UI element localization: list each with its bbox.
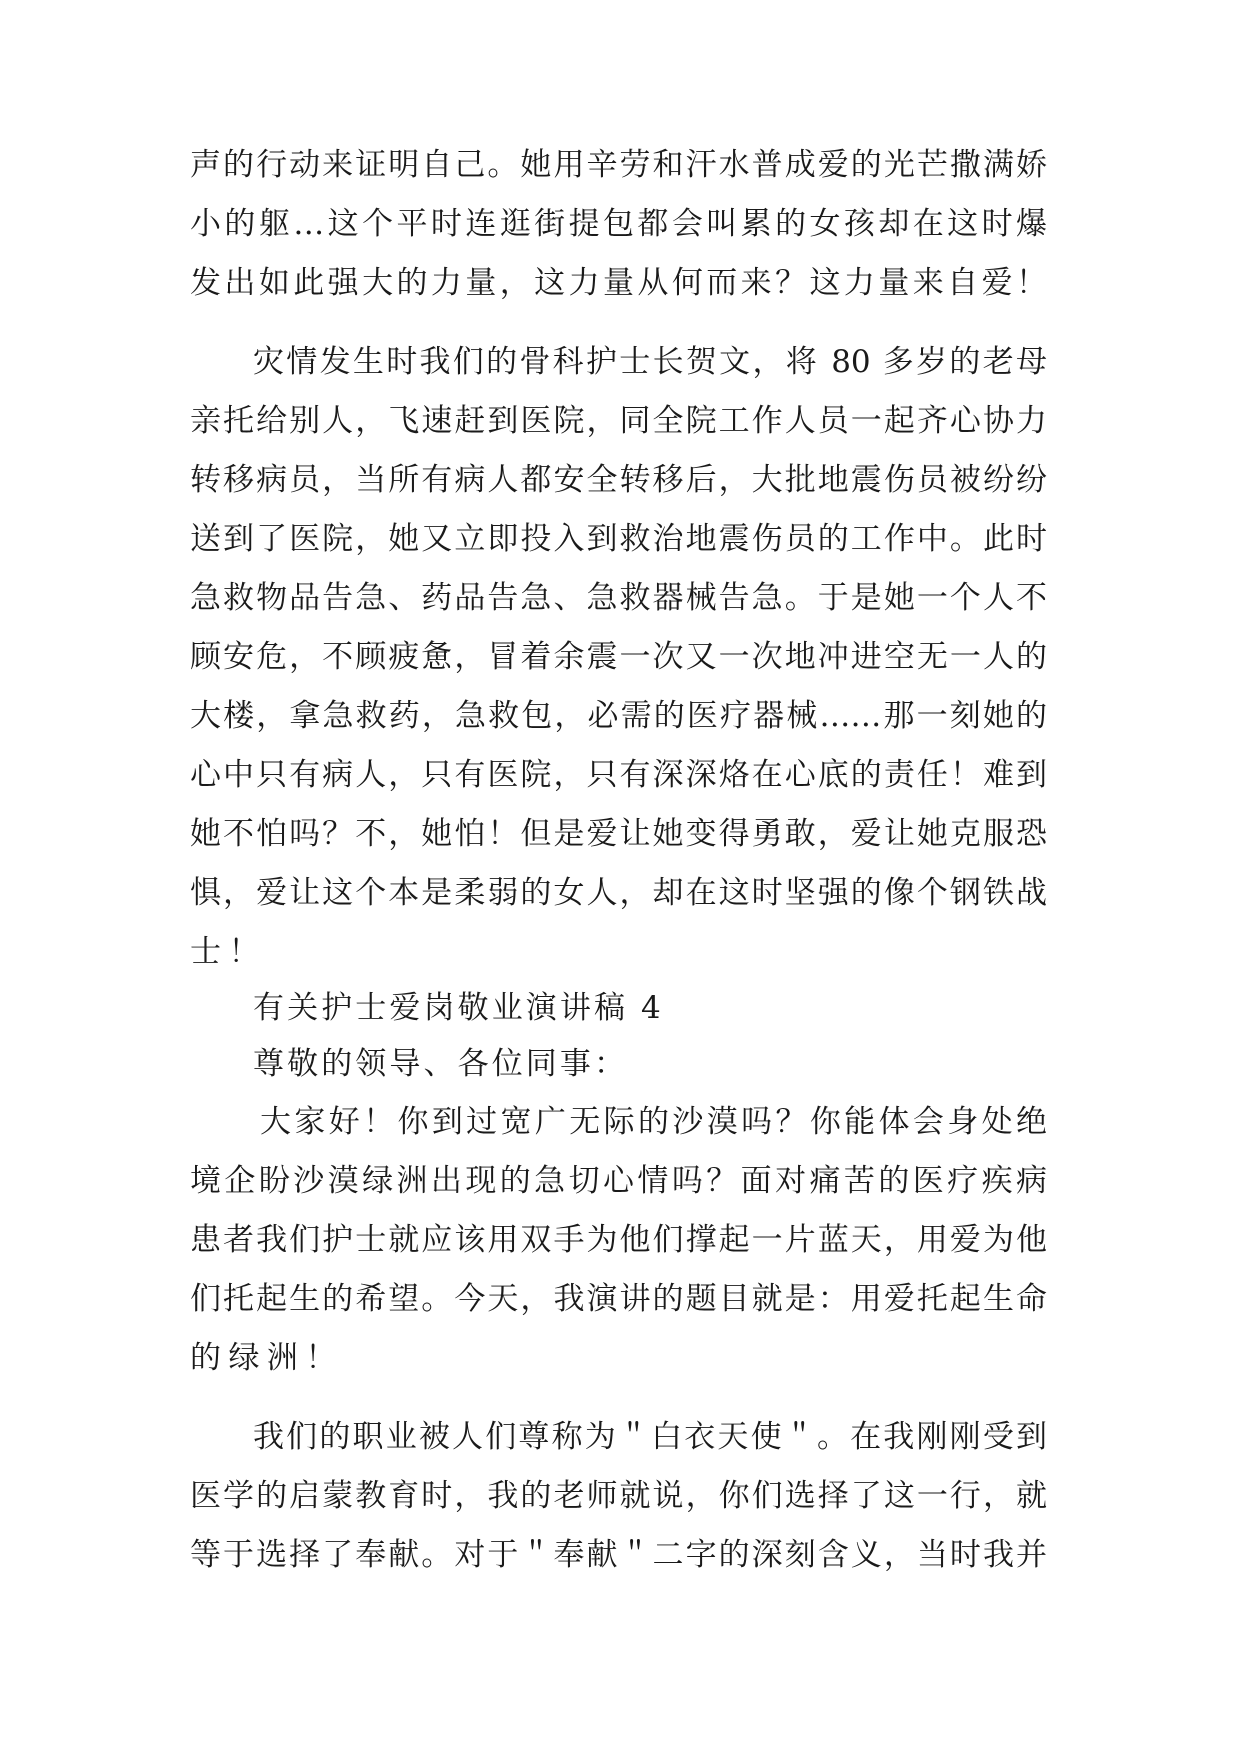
paragraph-start-line: 灾情发生时我们的骨科护士长贺文，将 80 多岁的老母 (253, 344, 1047, 380)
body-line: 转移病员，当所有病人都安全转移后，大批地震伤员被纷纷 (190, 462, 1047, 498)
body-line: 们托起生的希望。今天，我演讲的题目就是：用爱托起生命 (190, 1281, 1047, 1317)
body-line: 士！ (190, 934, 267, 970)
body-line: 的绿洲！ (190, 1340, 344, 1376)
body-line: 急救物品告急、药品告急、急救器械告急。于是她一个人不 (190, 580, 1047, 616)
body-line: 小的躯…这个平时连逛街提包都会叫累的女孩却在这时爆 (190, 206, 1047, 242)
body-line: 等于选择了奉献。对于＂奉献＂二字的深刻含义，当时我并 (190, 1537, 1047, 1573)
body-line: 亲托给别人，飞速赶到医院，同全院工作人员一起齐心协力 (190, 403, 1047, 439)
body-line: 她不怕吗？不，她怕！但是爱让她变得勇敢，爱让她克服恐 (190, 816, 1047, 852)
body-line: 大楼，拿急救药，急救包，必需的医疗器械……那一刻她的 (190, 698, 1047, 734)
paragraph-start-line: 我们的职业被人们尊称为＂白衣天使＂。在我刚刚受到 (253, 1419, 1047, 1455)
body-line: 境企盼沙漠绿洲出现的急切心情吗？面对痛苦的医疗疾病 (190, 1163, 1047, 1199)
salutation: 尊敬的领导、各位同事： (253, 1046, 629, 1082)
body-line: 患者我们护士就应该用双手为他们撑起一片蓝天，用爱为他 (190, 1222, 1047, 1258)
body-line: 送到了医院，她又立即投入到救治地震伤员的工作中。此时 (190, 521, 1047, 557)
body-line: 惧，爱让这个本是柔弱的女人，却在这时坚强的像个钢铁战 (190, 875, 1047, 911)
body-line: 医学的启蒙教育时，我的老师就说，你们选择了这一行，就 (190, 1478, 1047, 1514)
body-line: 顾安危，不顾疲惫，冒着余震一次又一次地冲进空无一人的 (190, 639, 1047, 675)
body-line: 发出如此强大的力量，这力量从何而来？这力量来自爱！ (190, 265, 1047, 301)
body-line: 心中只有病人，只有医院，只有深深烙在心底的责任！难到 (190, 757, 1047, 793)
section-heading: 有关护士爱岗敬业演讲稿 4 (253, 990, 664, 1026)
paragraph-start-line: 大家好！你到过宽广无际的沙漠吗？你能体会身处绝 (260, 1104, 1047, 1140)
body-line: 声的行动来证明自己。她用辛劳和汗水普成爱的光芒撒满娇 (190, 147, 1047, 183)
